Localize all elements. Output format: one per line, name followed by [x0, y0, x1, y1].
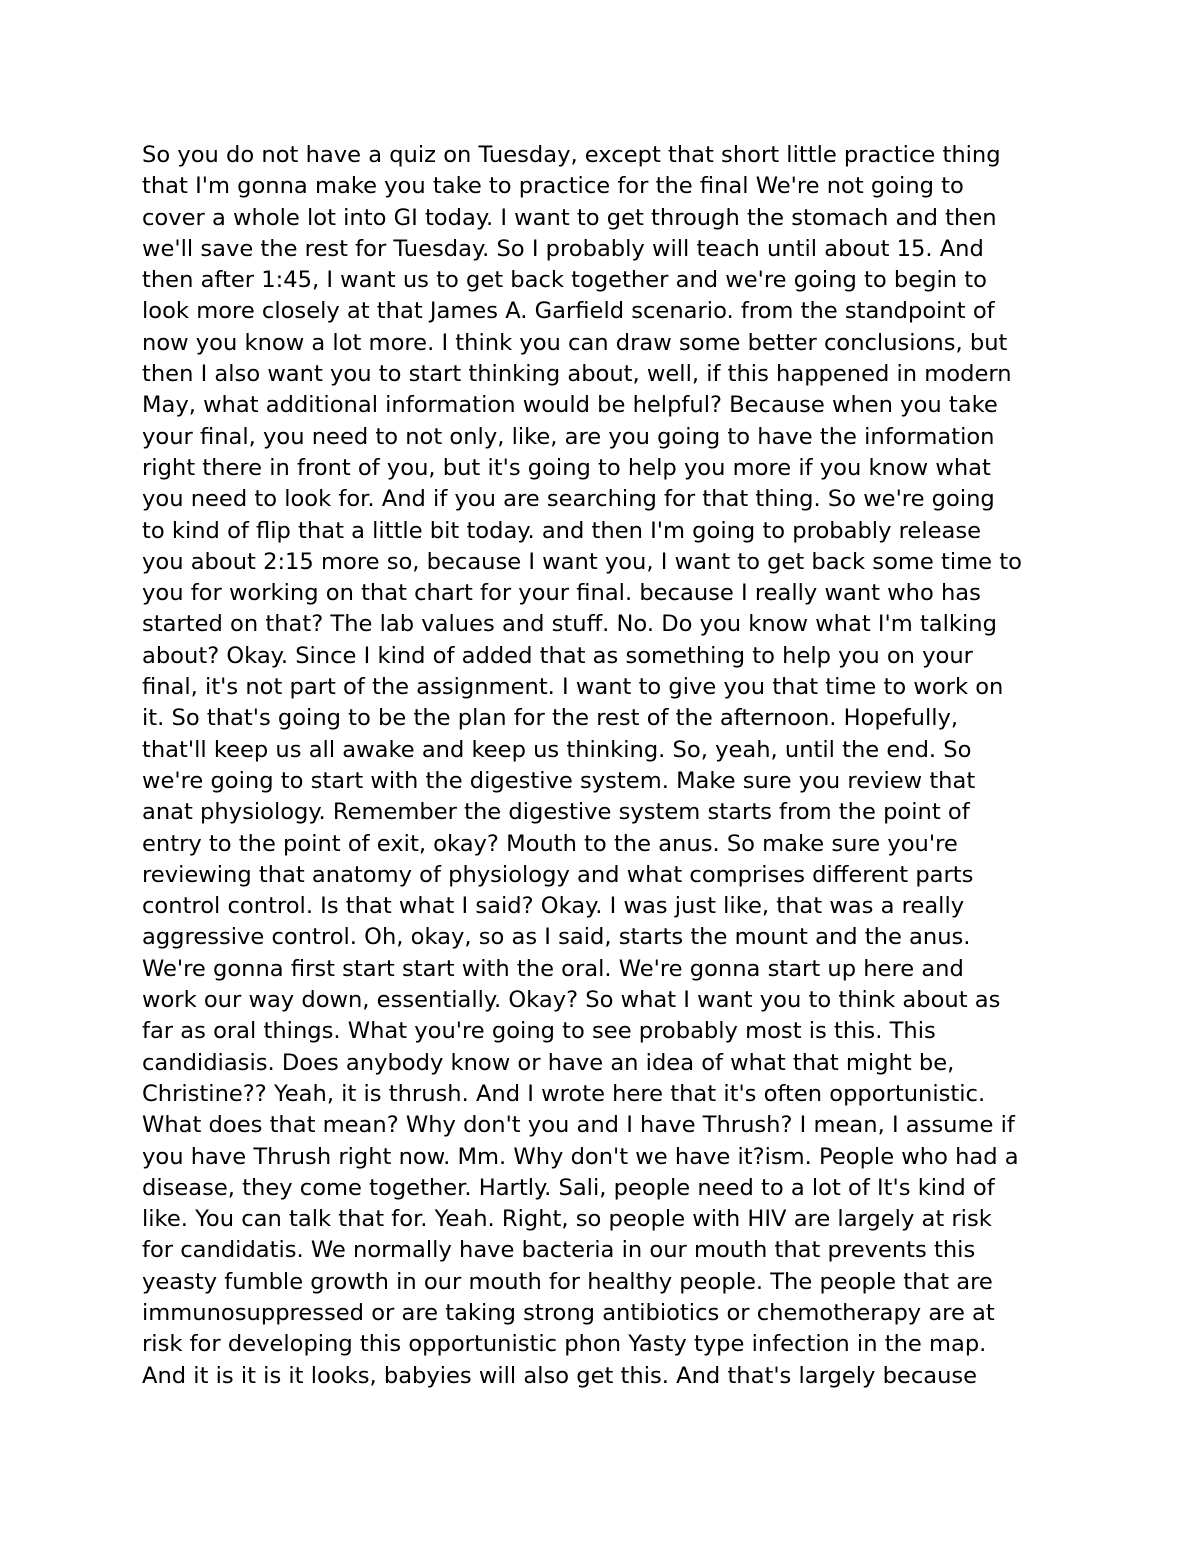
text-line: right there in front of you, but it's going to help you more if you know what: [142, 454, 991, 481]
text-line: started on that? The lab values and stuff. No. Do you know what I'm talking: [142, 611, 997, 638]
text-line: disease, they come together. Hartly. Sali, people need to a lot of It's kind of: [142, 1174, 995, 1201]
text-line: your final, you need to not only, like, are you going to have the information: [142, 423, 995, 450]
text-line: work our way down, essentially. Okay? So what I want you to think about as: [142, 987, 1001, 1014]
text-line: that I'm gonna make you take to practice for the final We're not going to: [142, 173, 964, 200]
transcript-text: [142, 140, 1082, 1392]
text-line: far as oral things. What you're going to see probably most is this. This: [142, 1018, 936, 1045]
text-line: about? Okay. Since I kind of added that as something to help you on your: [142, 642, 973, 669]
text-line: risk for developing this opportunistic phon Yasty type infection in the map.: [142, 1331, 987, 1358]
text-line: you have Thrush right now. Mm. Why don't we have it?ism. People who had a: [142, 1143, 1019, 1170]
text-line: then I also want you to start thinking about, well, if this happened in modern: [142, 361, 1012, 388]
text-line: reviewing that anatomy of physiology and what comprises different parts: [142, 861, 974, 888]
text-line: control control. Is that what I said? Okay. I was just like, that was a really: [142, 893, 965, 920]
text-line: we're going to start with the digestive system. Make sure you review that: [142, 767, 976, 794]
text-line: We're gonna first start start with the oral. We're gonna start up here and: [142, 955, 964, 982]
text-line: immunosuppressed or are taking strong antibiotics or chemotherapy are at: [142, 1299, 995, 1326]
text-line: final, it's not part of the assignment. I want to give you that time to work on: [142, 674, 1004, 701]
text-line: Christine?? Yeah, it is thrush. And I wrote here that it's often opportunistic.: [142, 1080, 986, 1107]
text-line: we'll save the rest for Tuesday. So I probably will teach until about 15. And: [142, 235, 984, 262]
text-line: entry to the point of exit, okay? Mouth to the anus. So make sure you're: [142, 830, 958, 857]
text-line: you for working on that chart for your final. because I really want who has: [142, 580, 981, 607]
text-line: it. So that's going to be the plan for the rest of the afternoon. Hopefully,: [142, 705, 959, 732]
text-line: then after 1:45, I want us to get back together and we're going to begin to: [142, 267, 987, 294]
text-line: So you do not have a quiz on Tuesday, except that short little practice thing: [142, 142, 1001, 168]
text-line: for candidatis. We normally have bacteria in our mouth that prevents this: [142, 1237, 976, 1264]
text-line: May, what additional information would be helpful? Because when you take: [142, 392, 998, 419]
text-line: like. You can talk that for. Yeah. Right, so people with HIV are largely at risk: [142, 1206, 992, 1233]
text-line: now you know a lot more. I think you can draw some better conclusions, but: [142, 329, 1008, 356]
text-line: you about 2:15 more so, because I want you, I want to get back some time to: [142, 548, 1022, 575]
text-line: look more closely at that James A. Garfield scenario. from the standpoint of: [142, 298, 995, 325]
text-line: aggressive control. Oh, okay, so as I said, starts the mount and the anus.: [142, 924, 971, 951]
text-line: to kind of flip that a little bit today. and then I'm going to probably release: [142, 517, 982, 544]
text-line: cover a whole lot into GI today. I want to get through the stomach and then: [142, 204, 997, 231]
text-line: candidiasis. Does anybody know or have an idea of what that might be,: [142, 1049, 955, 1076]
text-line: And it is it is it looks, babyies will also get this. And that's largely because: [142, 1362, 978, 1389]
text-line: that'll keep us all awake and keep us thinking. So, yeah, until the end. So: [142, 736, 972, 763]
text-line: you need to look for. And if you are searching for that thing. So we're going: [142, 486, 995, 513]
text-line: yeasty fumble growth in our mouth for healthy people. The people that are: [142, 1268, 993, 1295]
text-line: What does that mean? Why don't you and I have Thrush? I mean, I assume if: [142, 1112, 1015, 1139]
text-line: anat physiology. Remember the digestive system starts from the point of: [142, 799, 970, 826]
